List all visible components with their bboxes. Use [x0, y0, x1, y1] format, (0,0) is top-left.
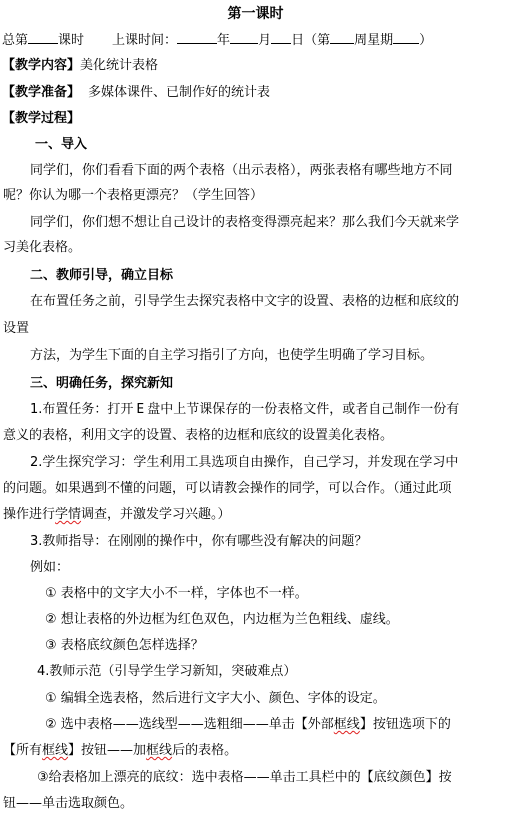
- week-label: 周星期: [354, 33, 394, 48]
- total-label: 总第: [2, 33, 29, 48]
- s3-demo-2-l2-part-a: 【所有: [3, 743, 43, 758]
- week-blank: [330, 30, 354, 44]
- s3-demo-3-line-2: 钮——单击选取颜色。: [3, 796, 134, 811]
- s1-paragraph-2-line-2: 习美化表格。: [3, 240, 82, 255]
- content-row: [2, 57, 158, 75]
- year-blank: [177, 30, 217, 44]
- s1-paragraph-1-line-1: 同学们，你们看看下面的两个表格（出示表格），两张表格有哪些地方不同: [30, 163, 453, 178]
- s3-question-3: ③ 表格底纹颜色怎样选择？: [45, 638, 204, 653]
- s3-example-label: 例如：: [30, 560, 70, 575]
- content-label: 【教学内容】: [2, 58, 81, 73]
- s3-demo-2-l2-part-e: 后的表格。: [172, 743, 238, 758]
- class-info-line: [2, 30, 432, 50]
- s3-item-2-line-1: 2.学生探究学习：学生利用工具选项自由操作，自己学习，并发现在学习中: [30, 455, 459, 470]
- month-blank: [230, 30, 258, 44]
- day-blank: [271, 30, 291, 44]
- s3-item-1-part-a: 1.布置任务：打开: [30, 402, 134, 417]
- year-label: 年: [217, 33, 231, 48]
- close-paren: ）: [419, 33, 433, 48]
- s2-paragraph-2: 方法，为学生下面的自主学习指引了方向，也使学生明确了学习目标。: [30, 348, 434, 363]
- s3-demo-2-l2-part-c: 】按钮——加: [68, 743, 147, 758]
- s3-item-1-line-1: [30, 401, 459, 419]
- s3-demo-2-line-1: [45, 716, 451, 734]
- s3-item-3: 3.教师指导：在刚刚的操作中，你有哪些没有解决的问题？: [30, 534, 368, 549]
- weekday-blank: [393, 30, 419, 44]
- s3-item-1-line-2: 意义的表格，利用文字的设置、表格的边框和底纹的设置美化表格。: [3, 428, 394, 443]
- process-label: 【教学过程】: [2, 111, 81, 126]
- content-value: 美化统计表格: [80, 58, 159, 73]
- s3-demo-2-line-2: [3, 742, 237, 760]
- s3-demo-2-part-c: 】按钮选项下的: [359, 717, 451, 732]
- s1-paragraph-2-line-1: 同学们，你们想不想让自己设计的表格变得漂亮起来？那么我们今天就来学: [30, 215, 460, 230]
- s2-paragraph-1-line-1: 在布置任务之前，引导学生去探究表格中文字的设置、表格的边框和底纹的: [30, 294, 460, 309]
- s1-paragraph-1-line-2: 呢？你认为哪一个表格更漂亮？（学生回答）: [3, 188, 264, 203]
- s3-question-2: ② 想让表格的外边框为红色双色，内边框为兰色粗线、虚线。: [45, 612, 399, 627]
- s3-demo-2-l2-spellcheck-word-1: 框线: [42, 743, 69, 758]
- s2-paragraph-1-line-2: 设置: [3, 321, 30, 336]
- day-label: 日（第: [291, 33, 331, 48]
- s3-demo-2-spellcheck-word: 框线: [333, 717, 360, 732]
- s3-item-2-line-2: 的问题。如果遇到不懂的问题，可以请教会操作的同学，可以合作。（通过此项: [3, 481, 452, 496]
- lesson-count-blank: [28, 30, 58, 44]
- lesson-unit-label: 课时: [58, 33, 85, 48]
- page-title: 第一课时: [227, 6, 284, 22]
- s3-demo-1: ① 编辑全选表格，然后进行文字大小、颜色、字体的设定。: [45, 691, 386, 706]
- s3-item-2-line-3-part-a: 操作进行: [3, 507, 56, 522]
- s3-item-1-drive-letter: E: [136, 402, 145, 417]
- s3-item-1-part-c: 盘中上节课保存的一份表格文件，或者自己制作一份有: [147, 402, 460, 417]
- s3-item-2-spellcheck-word: 学情: [55, 507, 82, 522]
- s3-demo-2-l2-spellcheck-word-2: 框线: [146, 743, 173, 758]
- prep-value: 多媒体课件、已制作好的统计表: [88, 85, 271, 100]
- prep-label: 【教学准备】: [2, 85, 81, 100]
- section-1-heading: 一、导入: [35, 137, 88, 152]
- s3-demo-3-line-1: ③给表格加上漂亮的底纹：选中表格——单击工具栏中的【底纹颜色】按: [37, 770, 452, 785]
- s3-question-1: ① 表格中的文字大小不一样，字体也不一样。: [45, 586, 308, 601]
- section-2-heading: 二、教师引导，确立目标: [30, 268, 174, 283]
- s3-item-2-line-3: [3, 506, 231, 524]
- class-time-label: 上课时间：: [112, 33, 178, 48]
- s3-demo-2-part-a: ② 选中表格——选线型——选粗细——单击【外部: [45, 717, 334, 732]
- prep-row: [2, 84, 270, 102]
- section-3-heading: 三、明确任务，探究新知: [30, 376, 174, 391]
- s3-item-4: 4.教师示范（引导学生学习新知，突破难点）: [37, 664, 297, 679]
- month-label: 月: [258, 33, 272, 48]
- s3-item-2-line-3-part-c: 调查，并激发学习兴趣。）: [81, 507, 231, 522]
